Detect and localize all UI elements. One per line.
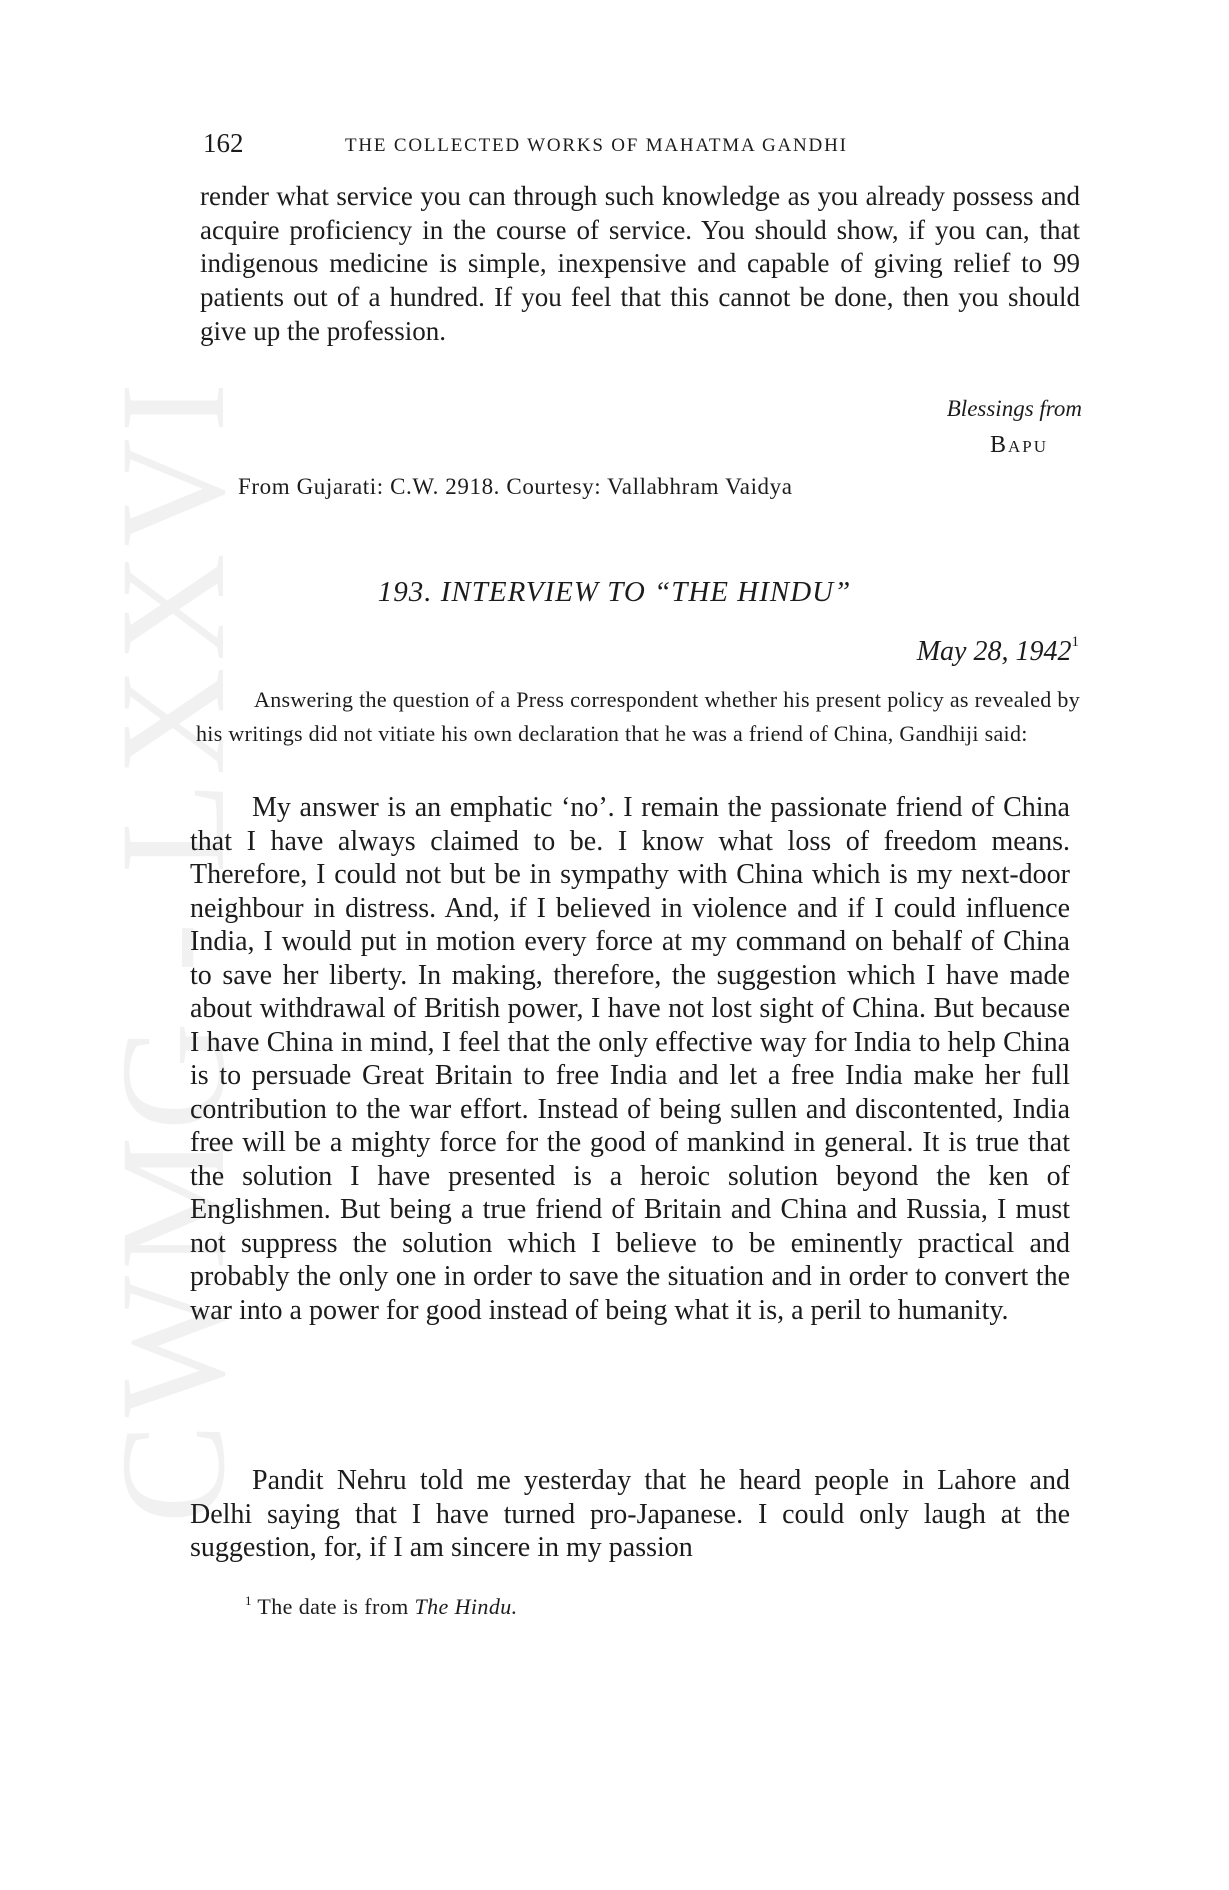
letter-signoff (947, 394, 1082, 459)
letter-source-note: From Gujarati: C.W. 2918. Courtesy: Vallabhram Vaidya (238, 474, 793, 499)
section-date-text: May 28, 1942 (916, 636, 1072, 667)
section-intro: Answering the question of a Press correspondent whether his present policy as revealed by his writings did not vitiate his own declaration that he was a friend of China, Gandhiji said: (196, 687, 1080, 746)
section-heading: 193. INTERVIEW TO “THE HINDU” (377, 576, 852, 608)
footnote (245, 1594, 518, 1620)
letter-closing: Blessings from (946, 396, 1082, 421)
section-date (917, 636, 1079, 668)
running-title: THE COLLECTED WORKS OF MAHATMA GANDHI (345, 135, 848, 156)
watermark-text: CWMG - LXXVI (90, 376, 256, 1524)
page-number: 162 (203, 128, 244, 158)
letter-paragraph: render what service you can through such knowledge as you already possess and acquire proficiency in the course of service. You should show, if you can, that indigenous medicine is simple, inexpensive and capable of giving relief to 99 patients out of a hundred. If you feel that this cannot be done, then you should give up the profession. (200, 181, 1080, 346)
footnote-text: The date is from (257, 1594, 415, 1619)
interview-paragraph-2: Pandit Nehru told me yesterday that he heard people in Lahore and Delhi saying that I have turned pro-Japanese. I could only laugh at the suggestion, for, if I am sincere in my passion (190, 1465, 1070, 1563)
letter-signature: Bapu (989, 432, 1048, 458)
footnote-source-title: The Hindu. (414, 1594, 518, 1619)
footnote-reference: 1 (1071, 634, 1079, 650)
running-header (203, 128, 1083, 162)
footnote-marker: 1 (245, 1593, 252, 1608)
interview-paragraph-1: My answer is an emphatic ‘no’. I remain the passionate friend of China that I have always claimed to be. I know what loss of freedom means. Therefore, I could not but be in sympathy with China which is my next-door neighbour in distress. And, if I believed in violence and if I could influence India, I would put in motion every force at my command on behalf of China to save her liberty. In making, therefore, the suggestion which I have made about withdrawal of British power, I have not lost sight of China. But because I have China in mind, I feel that the only effective way for India to help China is to persuade Great Britain to free India and let a free India make her full contribution to the war effort. Instead of being sullen and discontented, India free will be a mighty force for the good of mankind in general. It is true that the solution I have presented is a heroic solution beyond the ken of Englishmen. But being a true friend of Britain and China and Russia, I must not suppress the solution which I believe to be eminently practical and probably the only one in order to save the situation and in order to convert the war into a power for good instead of being what it is, a peril to humanity. (190, 792, 1070, 1326)
